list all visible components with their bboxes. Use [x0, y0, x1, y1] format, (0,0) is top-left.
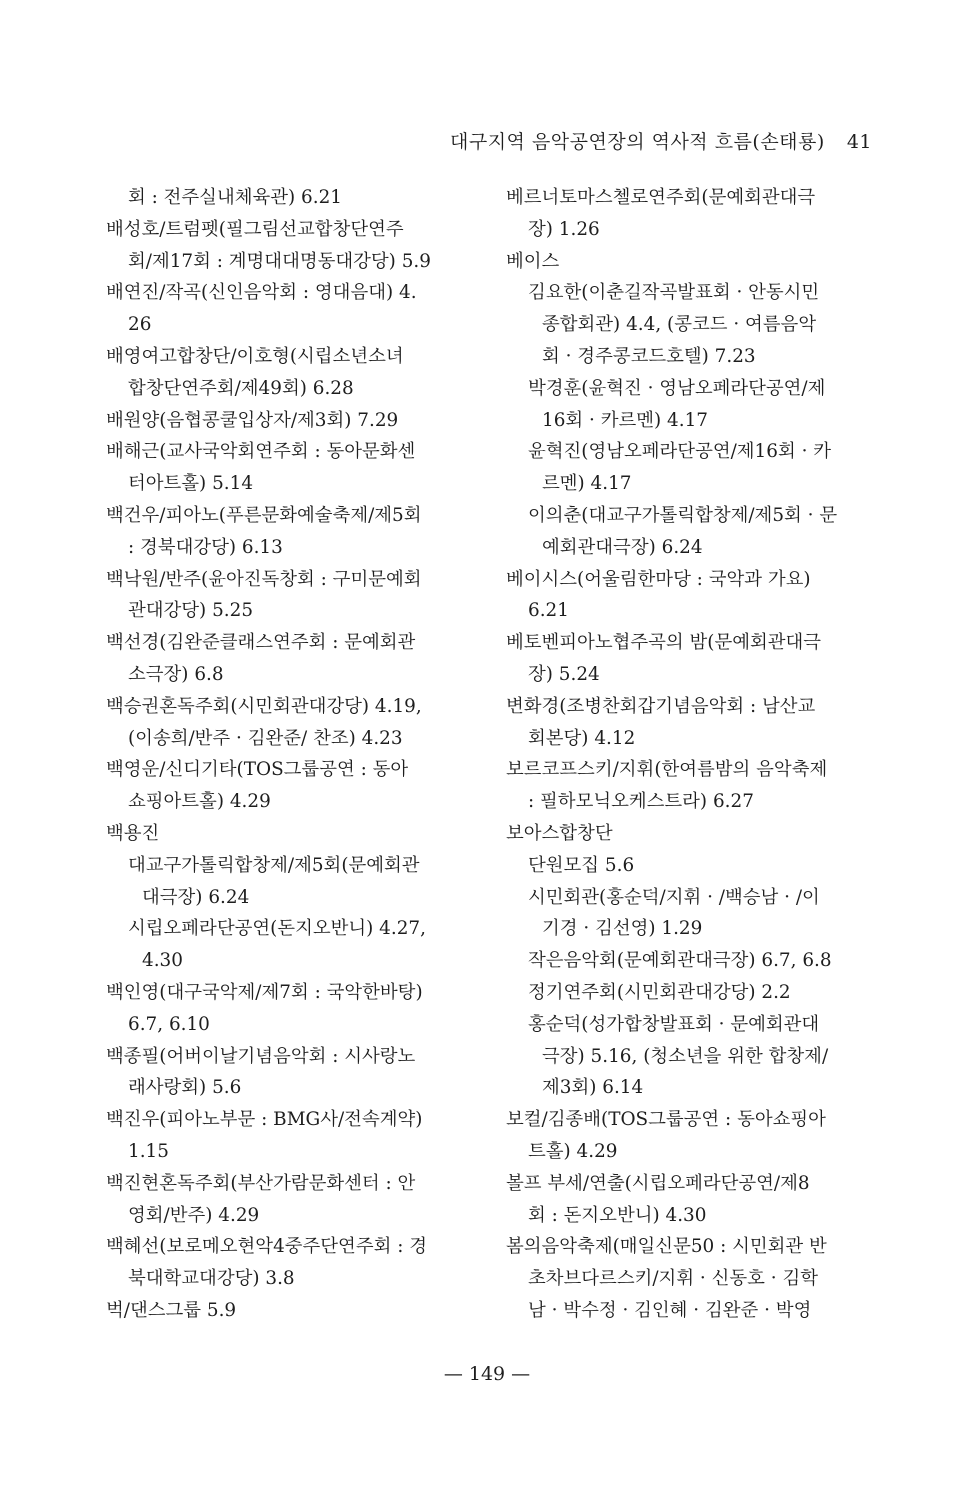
index-entry-continuation: 르멘) 4.17 — [542, 473, 632, 495]
index-entry-line: 백종필(어버이날기념음악회 : 시사랑노 — [106, 1045, 416, 1067]
index-entry-continuation: 6.21 — [528, 600, 569, 622]
index-entry-line: 백혜선(보로메오현악4중주단연주회 : 경 — [106, 1236, 428, 1258]
index-entry-line: 배영여고합창단/이호형(시립소년소녀 — [106, 345, 404, 367]
index-entry-continuation: 회본당) 4.12 — [528, 727, 636, 749]
index-entry-line: 백용진 — [106, 822, 160, 844]
index-entry-continuation: 홍순덕(성가합창발표회 · 문예회관대 — [528, 1013, 820, 1035]
index-entry-continuation: 시립오페라단공연(돈지오반니) 4.27, — [128, 918, 426, 940]
index-entry-continuation: 윤혁진(영남오페라단공연/제16회 · 카 — [528, 441, 832, 463]
index-entry-continuation: 예회관대극장) 6.24 — [542, 536, 703, 558]
index-entry-line: 백인영(대구국악제/제7회 : 국악한바탕) — [106, 981, 423, 1003]
index-entry-line: 배해근(교사국악회연주회 : 동아문화센 — [106, 441, 416, 463]
index-entry-continuation: 합창단연주회/제49회) 6.28 — [128, 377, 354, 399]
index-entry-continuation: 회 : 돈지오반니) 4.30 — [528, 1204, 707, 1226]
index-entry-line: 배성호/트럼펫(필그림선교합창단연주 — [106, 218, 404, 240]
index-entry-continuation: 회 · 경주콩코드호텔) 7.23 — [542, 345, 756, 367]
index-entry-line: 백진현혼독주회(부산가람문화센터 : 안 — [106, 1172, 416, 1194]
index-entry-continuation: 극장) 5.16, (청소년을 위한 합창제/ — [542, 1045, 829, 1067]
index-entry-continuation: 쇼핑아트홀) 4.29 — [128, 791, 271, 813]
index-entry-line: 백영운/신디기타(TOS그룹공연 : 동아 — [106, 759, 409, 781]
index-entry-continuation: 트홀) 4.29 — [528, 1140, 618, 1162]
index-entry-line: 배연진/작곡(신인음악회 : 영대음대) 4. — [106, 282, 417, 304]
index-entry-line: 볼프 부세/연출(시립오페라단공연/제8 — [506, 1172, 810, 1194]
index-entry-continuation: 회 : 전주실내체육관) 6.21 — [128, 187, 342, 208]
index-entry-continuation: 16회 · 카르멘) 4.17 — [542, 409, 708, 431]
index-entry-line: 보컬/김종배(TOS그룹공연 : 동아쇼핑아 — [506, 1109, 826, 1131]
index-entry-line: 백낙원/반주(윤아진독창회 : 구미문예회 — [106, 568, 422, 590]
index-entry-line: 베토벤피아노협주곡의 밤(문예회관대극 — [506, 632, 822, 654]
index-entry-line: 보르코프스키/지휘(한여름밤의 음악축제 — [506, 759, 828, 781]
running-header-page-number: 41 — [846, 131, 872, 153]
index-entry-continuation: 시민회관(홍순덕/지휘 · /백승남 · /이 — [528, 886, 820, 908]
running-header — [450, 127, 872, 154]
running-header-title: 대구지역 음악공연장의 역사적 흐름(손태룡) — [449, 131, 825, 153]
index-column-right — [506, 182, 878, 1327]
index-entry-continuation: 26 — [128, 314, 152, 336]
index-entry-continuation: 기경 · 김선영) 1.29 — [542, 918, 703, 940]
index-entry-continuation: 대교구가톨릭합창제/제5회(문예회관 — [128, 854, 420, 876]
index-entry-line: 백건우/피아노(푸른문화예술축제/제5회 — [106, 504, 422, 526]
index-entry-continuation: (이송희/반주 · 김완준/ 찬조) 4.23 — [128, 727, 403, 749]
index-entry-continuation: 장) 1.26 — [528, 218, 600, 240]
index-entry-continuation: 1.15 — [128, 1140, 169, 1162]
index-entry-continuation: 영회/반주) 4.29 — [128, 1204, 260, 1226]
index-entry-continuation: 4.30 — [142, 950, 183, 972]
index-entry-continuation: 단원모집 5.6 — [528, 854, 635, 876]
index-entry-line: 베이스 — [506, 250, 560, 272]
page-folio: — 149 — — [443, 1363, 531, 1385]
index-entry-line: 변화경(조병찬회갑기념음악회 : 남산교 — [506, 695, 816, 717]
index-entry-continuation: 래사랑회) 5.6 — [128, 1077, 242, 1099]
index-entry-continuation: 회/제17회 : 계명대대명동대강당) 5.9 — [128, 250, 431, 272]
index-entry-continuation: : 필하모닉오케스트라) 6.27 — [528, 791, 754, 813]
index-entry-continuation: 김요한(이춘길작곡발표회 · 안동시민 — [528, 282, 820, 304]
index-entry-line: 베이시스(어울림한마당 : 국악과 가요) — [506, 568, 811, 590]
index-entry-continuation: 박경훈(윤혁진 · 영남오페라단공연/제 — [528, 377, 826, 399]
index-entry-continuation: 초차브다르스키/지휘 · 신동호 · 김학 — [528, 1268, 818, 1290]
index-entry-continuation: : 경북대강당) 6.13 — [128, 536, 283, 558]
index-entry-continuation: 이의춘(대교구가톨릭합창제/제5회 · 문 — [528, 504, 838, 526]
index-entry-line: 보아스합창단 — [506, 822, 613, 844]
index-entry-continuation: 장) 5.24 — [528, 663, 600, 685]
index-entry-line: 배원양(음협콩쿨입상자/제3회) 7.29 — [106, 409, 399, 431]
index-entry-line: 백선경(김완준클래스연주회 : 문예회관 — [106, 632, 416, 654]
index-entry-continuation: 종합회관) 4.4, (콩코드 · 여름음악 — [542, 314, 817, 336]
index-entry-line: 백진우(피아노부문 : BMG사/전속계약) — [106, 1109, 423, 1131]
index-entry-continuation: 관대강당) 5.25 — [128, 600, 254, 622]
index-entry-continuation: 북대학교대강당) 3.8 — [128, 1268, 295, 1290]
index-entry-line: 봄의음악축제(매일신문50 : 시민회관 반 — [506, 1236, 827, 1258]
index-entry-line: 벅/댄스그룹 5.9 — [106, 1299, 237, 1321]
index-entry-continuation: 소극장) 6.8 — [128, 663, 224, 685]
index-entry-continuation: 정기연주회(시민회관대강당) 2.2 — [528, 981, 791, 1003]
index-entry-continuation: 남 · 박수정 · 김인혜 · 김완준 · 박영 — [528, 1299, 812, 1321]
index-entry-continuation: 제3회) 6.14 — [542, 1077, 644, 1099]
index-entry-continuation: 터아트홀) 5.14 — [128, 473, 254, 495]
index-entry-continuation: 6.7, 6.10 — [128, 1013, 210, 1035]
index-entry-line: 베르너토마스첼로연주회(문예회관대극 — [506, 187, 816, 208]
index-entry-continuation: 작은음악회(문예회관대극장) 6.7, 6.8 — [528, 950, 832, 972]
index-entry-line: 백승권혼독주회(시민회관대강당) 4.19, — [106, 695, 422, 717]
index-column-left — [106, 182, 478, 1327]
index-entry-continuation: 대극장) 6.24 — [142, 886, 250, 908]
